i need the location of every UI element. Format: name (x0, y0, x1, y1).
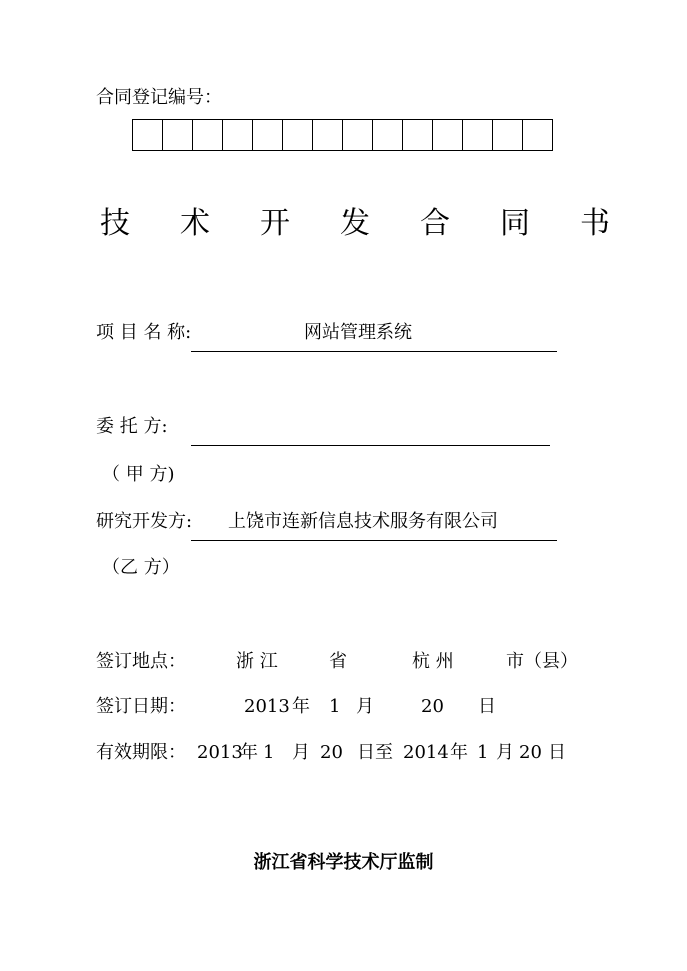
title-char: 同 (500, 206, 530, 241)
registration-digit-box[interactable] (402, 119, 433, 151)
title-char: 合 (420, 206, 450, 241)
party-a-sub-label: （ 甲 方) (102, 464, 175, 485)
registration-label: 合同登记编号： (96, 87, 222, 108)
project-name-value[interactable]: 网站管理系统 (304, 322, 412, 343)
registration-digit-box[interactable] (222, 119, 253, 151)
registration-digit-box[interactable] (132, 119, 163, 151)
validity-start-day: 20 (320, 742, 343, 763)
registration-digit-box[interactable] (492, 119, 523, 151)
validity-start-year: 2013 (197, 742, 243, 763)
validity-start-year-unit: 年 (240, 742, 258, 763)
registration-digit-box[interactable] (252, 119, 283, 151)
party-a-label: 委 托 方: (96, 416, 168, 437)
registration-digit-box[interactable] (372, 119, 403, 151)
party-b-underline (191, 540, 557, 541)
sign-location-city: 杭 州 (412, 651, 454, 672)
sign-location-city-unit: 市（县） (506, 651, 578, 672)
title-char: 技 (100, 206, 130, 241)
validity-end-month-unit: 月 (496, 742, 514, 763)
party-a-underline (191, 445, 550, 446)
validity-label: 有效期限： (96, 742, 186, 763)
sign-date-year: 2013 (244, 696, 290, 717)
registration-digit-box[interactable] (282, 119, 313, 151)
registration-digit-box[interactable] (462, 119, 493, 151)
sign-date-year-unit: 年 (292, 696, 310, 717)
party-b-value[interactable]: 上饶市连新信息技术服务有限公司 (228, 511, 498, 532)
validity-start-month: 1 (263, 742, 275, 763)
validity-to: 日至 (357, 742, 393, 763)
title-char: 书 (580, 206, 610, 241)
registration-digit-box[interactable] (192, 119, 223, 151)
document-title (100, 204, 610, 244)
validity-end-day: 20 (519, 742, 542, 763)
validity-end-year: 2014 (403, 742, 449, 763)
title-char: 术 (180, 206, 210, 241)
sign-date-month: 1 (329, 696, 341, 717)
issuer-footer: 浙江省科学技术厅监制 (253, 852, 434, 873)
project-name-label: 项 目 名 称: (96, 322, 192, 343)
sign-location-province: 浙 江 (236, 651, 278, 672)
title-char: 发 (340, 206, 370, 241)
registration-digit-box[interactable] (162, 119, 193, 151)
validity-start-month-unit: 月 (292, 742, 310, 763)
validity-end-day-unit: 日 (548, 742, 566, 763)
registration-digit-box[interactable] (432, 119, 463, 151)
party-b-sub-label: （乙 方） (102, 557, 180, 578)
party-b-label: 研究开发方: (96, 511, 193, 532)
sign-location-label: 签订地点： (96, 651, 186, 672)
sign-date-label: 签订日期： (96, 696, 186, 717)
sign-location-province-unit: 省 (329, 651, 347, 672)
sign-date-day: 20 (421, 696, 444, 717)
validity-end-year-unit: 年 (450, 742, 468, 763)
registration-digit-box[interactable] (312, 119, 343, 151)
registration-digit-box[interactable] (522, 119, 553, 151)
validity-end-month: 1 (477, 742, 489, 763)
project-name-underline (191, 351, 557, 352)
registration-digit-box[interactable] (342, 119, 373, 151)
registration-number-boxes[interactable] (132, 119, 553, 151)
sign-date-day-unit: 日 (478, 696, 496, 717)
title-char: 开 (260, 206, 290, 241)
sign-date-month-unit: 月 (356, 696, 374, 717)
